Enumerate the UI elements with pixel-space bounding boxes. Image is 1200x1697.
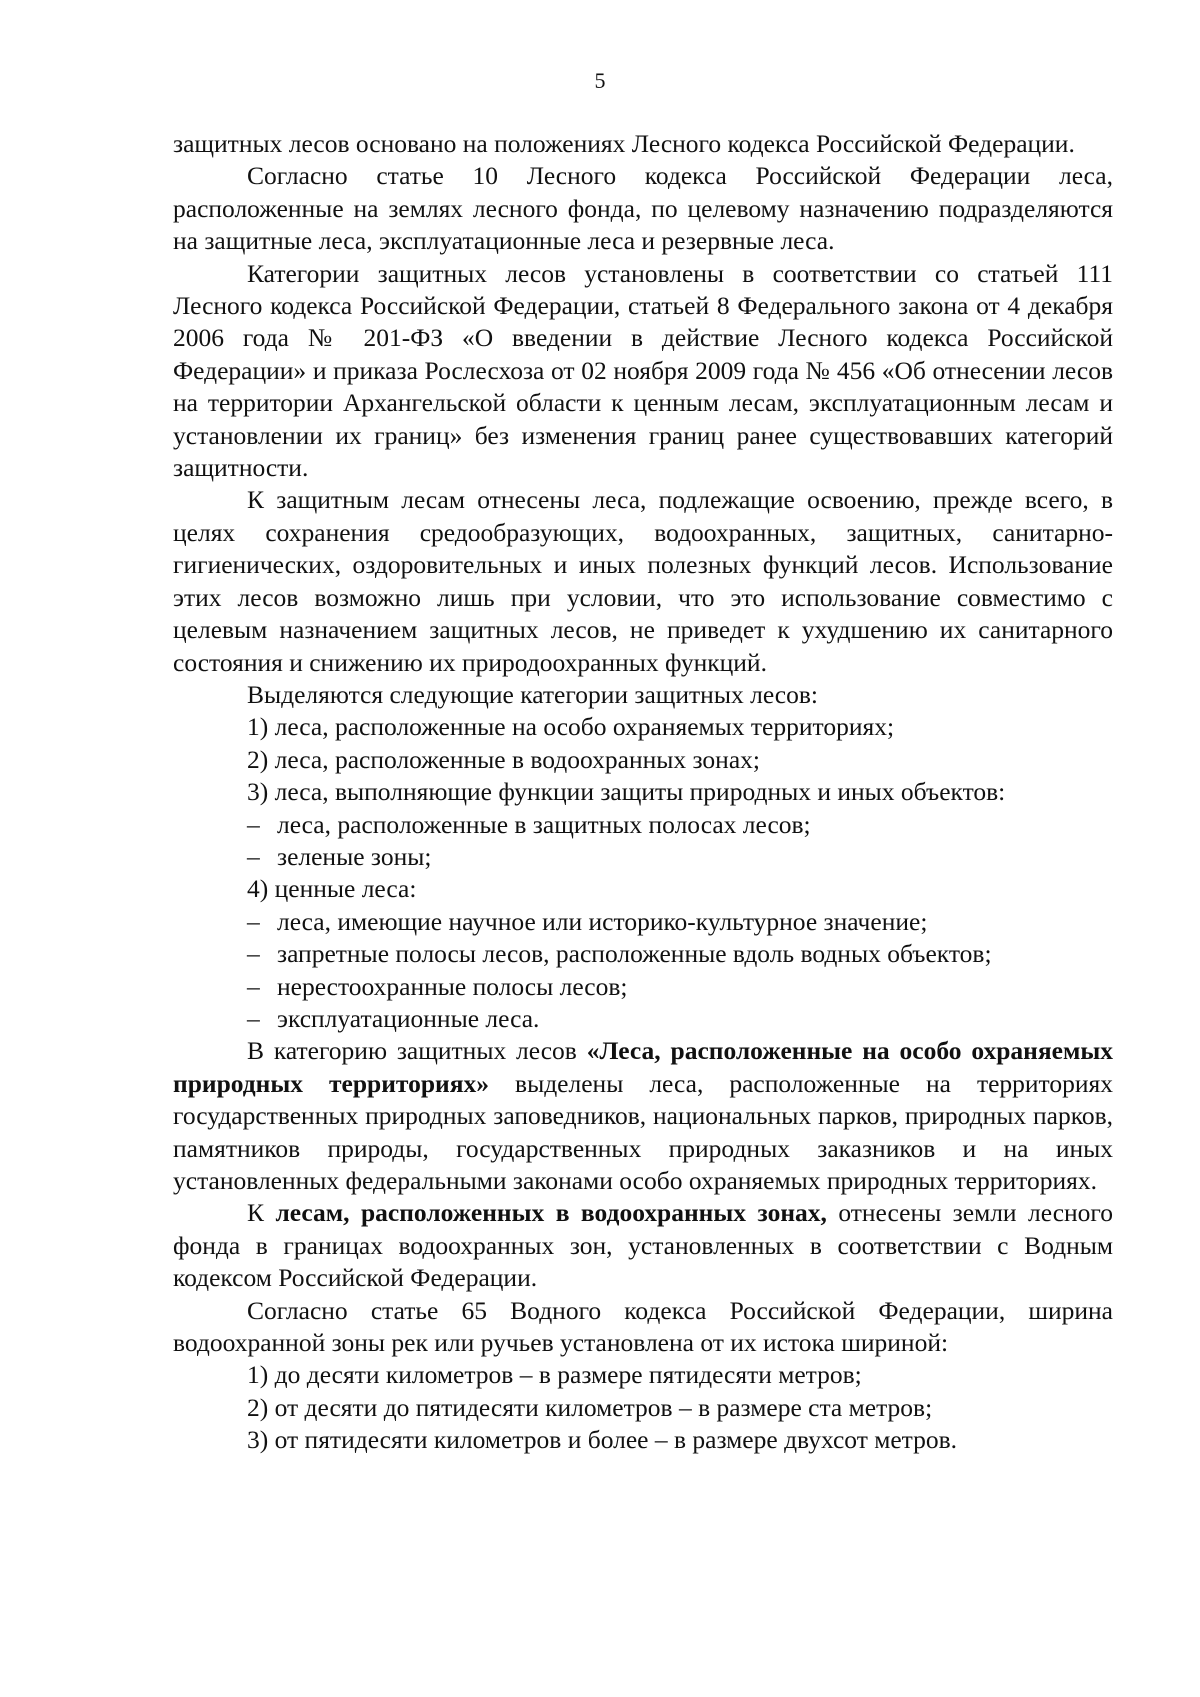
text-run: отнесены земли лесного фонда в границах водоохранных зон, установленных в соответствии с Водным кодексом Российской Федерации. (173, 1198, 1113, 1293)
list-subitem-text: запретные полосы лесов, расположенные вдоль водных объектов; (277, 939, 992, 969)
document-body (173, 128, 1113, 1457)
list-item: 2) леса, расположенные в водоохранных зонах; (247, 744, 760, 774)
page-number: 5 (594, 68, 606, 93)
paragraph-categories-intro: Выделяются следующие категории защитных лесов: (247, 679, 818, 709)
list-item: 1) до десяти километров – в размере пятидесяти метров; (247, 1360, 862, 1390)
dash-marker: – (247, 906, 260, 936)
bold-term: «Леса, расположенные на особо охраняемых природных территориях» (173, 1036, 1113, 1098)
list-subitem (173, 841, 1113, 873)
text-run: В категорию защитных лесов (247, 1036, 587, 1066)
list-subitem-text: леса, имеющие научное или историко-культурное значение; (277, 906, 928, 936)
list-item: 4) ценные леса: (247, 874, 417, 904)
bold-term: лесам, расположенных в водоохранных зонах, (275, 1198, 827, 1228)
list-subitem-text: нерестоохранные полосы лесов; (277, 971, 628, 1001)
text-run: выделены леса, расположенные на территориях государственных природных заповедников, национальных парков, природных парков, памятников природы, государственных природных заказников и на иных установленных федеральными законами особо охраняемых природных территориях. (173, 1068, 1113, 1195)
dash-marker: – (247, 939, 260, 969)
dash-marker: – (247, 809, 260, 839)
paragraph-water-code-article: Согласно статье 65 Водного кодекса Российской Федерации, ширина водоохранной зоны рек или ручьев установлена от их истока шириной: (173, 1295, 1113, 1358)
dash-marker: – (247, 841, 260, 871)
paragraph-protective-forests: К защитным лесам отнесены леса, подлежащие освоению, прежде всего, в целях сохранения средообразующих, водоохранных, защитных, санитарно-гигиенических, оздоровительных и иных полезных функций лесов. Использование этих лесов возможно лишь при условии, что это использование совместимо с целевым назначением защитных лесов, не приведет к ухудшению их санитарного состояния и снижению их природоохранных функций. (173, 485, 1113, 677)
paragraph-continuation: защитных лесов основано на положениях Лесного кодекса Российской Федерации. (173, 129, 1075, 158)
paragraph-forest-purpose: Согласно статье 10 Лесного кодекса Российской Федерации леса, расположенные на землях лесного фонда, по целевому назначению подразделяются на защитные леса, эксплуатационные леса и резервные леса. (173, 161, 1113, 256)
list-item: 3) леса, выполняющие функции защиты природных и иных объектов: (247, 777, 1006, 807)
paragraph-categories-basis: Категории защитных лесов установлены в соответствии со статьей 111 Лесного кодекса Российской Федерации, статьей 8 Федерального закона от 4 декабря 2006 года № 201-ФЗ «О введении в действие Лесного кодекса Российской Федерации» и приказа Рослесхоза от 02 ноября 2009 года № 456 «Об отнесении лесов на территории Архангельской области к ценным лесам, эксплуатационным лесам и установлении их границ» без изменения границ ранее существовавших категорий защитности. (173, 258, 1113, 483)
list-subitem-text: эксплуатационные леса. (277, 1003, 540, 1033)
dash-marker: – (247, 1003, 260, 1033)
list-subitem (173, 1003, 1113, 1035)
text-run: К (247, 1198, 276, 1228)
list-subitem (173, 809, 1113, 841)
list-subitem (173, 906, 1113, 938)
paragraph-water-protection-zones (173, 1197, 1113, 1294)
list-subitem-text: леса, расположенные в защитных полосах лесов; (277, 809, 811, 839)
list-subitem-text: зеленые зоны; (277, 841, 432, 871)
list-item: 3) от пятидесяти километров и более – в размере двухсот метров. (247, 1425, 958, 1455)
list-subitem (173, 971, 1113, 1003)
list-item: 1) леса, расположенные на особо охраняемых территориях; (247, 712, 895, 742)
list-subitem (173, 938, 1113, 970)
list-item: 2) от десяти до пятидесяти километров – в размере ста метров; (247, 1392, 933, 1422)
dash-marker: – (247, 971, 260, 1001)
paragraph-protected-territories (173, 1035, 1113, 1197)
